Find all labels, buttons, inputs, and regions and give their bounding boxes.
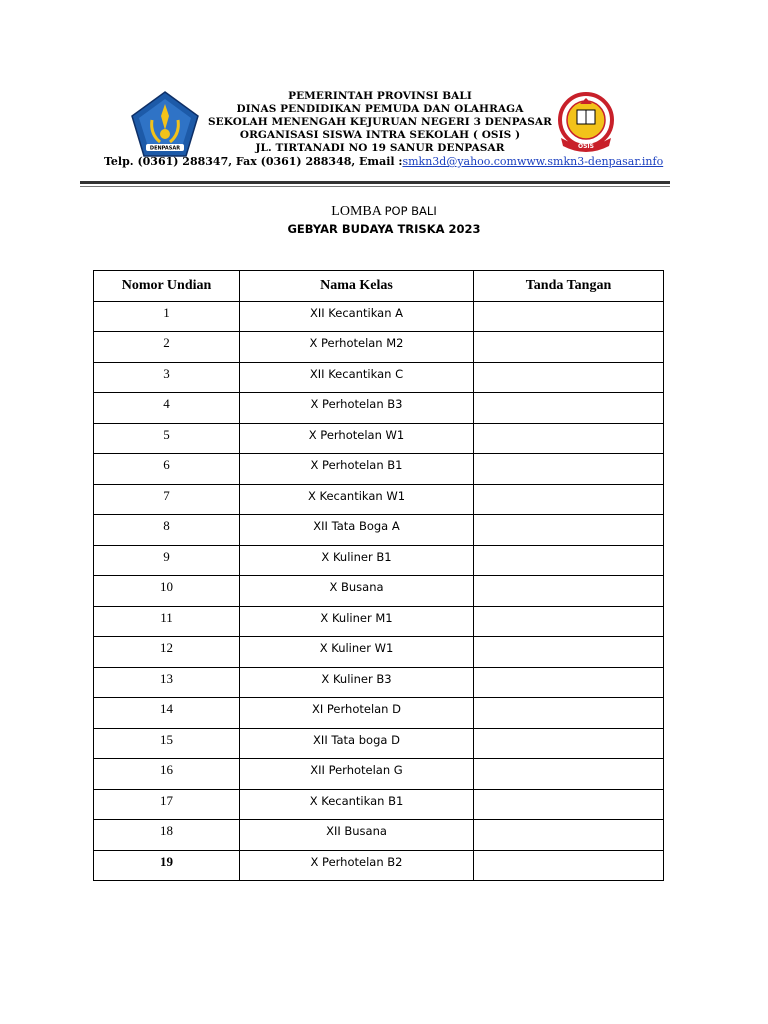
denpasar-emblem-logo — [130, 90, 200, 158]
tanda-tangan-cell[interactable] — [474, 698, 664, 729]
tanda-tangan-cell[interactable] — [474, 728, 664, 759]
tanda-tangan-cell[interactable] — [474, 545, 664, 576]
nama-kelas-cell: X Perhotelan M2 — [240, 332, 474, 363]
letterhead-line-1: PEMERINTAH PROVINSI BALI — [288, 90, 472, 102]
nama-kelas-cell: X Perhotelan B1 — [240, 454, 474, 485]
nama-kelas-cell: X Kuliner W1 — [240, 637, 474, 668]
tanda-tangan-cell[interactable] — [474, 484, 664, 515]
nomor-undian-cell: 9 — [94, 545, 240, 576]
nomor-undian-cell: 15 — [94, 728, 240, 759]
nama-kelas-cell: X Perhotelan B2 — [240, 850, 474, 881]
letterhead-line-3: SEKOLAH MENENGAH KEJURUAN NEGERI 3 DENPASAR — [208, 116, 552, 128]
nomor-undian-cell: 6 — [94, 454, 240, 485]
letterhead-text — [200, 90, 560, 155]
table-row — [94, 423, 664, 454]
nama-kelas-cell: XII Kecantikan A — [240, 301, 474, 332]
header-tanda-tangan: Tanda Tangan — [474, 271, 664, 302]
nomor-undian-cell: 18 — [94, 820, 240, 851]
table-row — [94, 698, 664, 729]
table-row — [94, 637, 664, 668]
letterhead-line-4: ORGANISASI SISWA INTRA SEKOLAH ( OSIS ) — [239, 129, 521, 141]
document-title — [0, 204, 768, 220]
table-row — [94, 332, 664, 363]
table-row — [94, 728, 664, 759]
nomor-undian-cell: 16 — [94, 759, 240, 790]
table-row — [94, 545, 664, 576]
osis-emblem-logo — [553, 92, 619, 154]
left-logo-label: DENPASAR — [149, 145, 181, 152]
header-nama-kelas: Nama Kelas — [240, 271, 474, 302]
nama-kelas-cell: X Kuliner B3 — [240, 667, 474, 698]
nama-kelas-cell: XII Kecantikan C — [240, 362, 474, 393]
letterhead-divider-thin — [80, 186, 670, 187]
letterhead-line-2: DINAS PENDIDIKAN PEMUDA DAN OLAHRAGA — [236, 103, 524, 115]
nama-kelas-cell: XII Perhotelan G — [240, 759, 474, 790]
nomor-undian-cell: 11 — [94, 606, 240, 637]
nama-kelas-cell: X Busana — [240, 576, 474, 607]
tanda-tangan-cell[interactable] — [474, 576, 664, 607]
nomor-undian-cell: 5 — [94, 423, 240, 454]
table-row — [94, 393, 664, 424]
table-row — [94, 850, 664, 881]
nama-kelas-cell: X Kecantikan B1 — [240, 789, 474, 820]
table-row — [94, 515, 664, 546]
right-logo-label: OSIS — [578, 143, 594, 150]
table-row — [94, 454, 664, 485]
letterhead-divider-thick — [80, 181, 670, 184]
contact-line — [104, 155, 664, 168]
table-row — [94, 820, 664, 851]
nama-kelas-cell: XII Tata boga D — [240, 728, 474, 759]
table-row — [94, 606, 664, 637]
nama-kelas-cell: XII Busana — [240, 820, 474, 851]
table-row — [94, 484, 664, 515]
nama-kelas-cell: X Perhotelan B3 — [240, 393, 474, 424]
nama-kelas-cell: X Kuliner M1 — [240, 606, 474, 637]
nomor-undian-cell: 4 — [94, 393, 240, 424]
tanda-tangan-cell[interactable] — [474, 301, 664, 332]
tanda-tangan-cell[interactable] — [474, 332, 664, 363]
draw-number-table — [93, 270, 664, 881]
tanda-tangan-cell[interactable] — [474, 515, 664, 546]
table-row — [94, 667, 664, 698]
tanda-tangan-cell[interactable] — [474, 454, 664, 485]
nomor-undian-cell: 19 — [94, 850, 240, 881]
nomor-undian-cell: 13 — [94, 667, 240, 698]
title-main: LOMBA — [331, 204, 382, 219]
letterhead-line-5: JL. TIRTANADI NO 19 SANUR DENPASAR — [255, 142, 505, 154]
table-row — [94, 759, 664, 790]
table-row — [94, 789, 664, 820]
document-subtitle: GEBYAR BUDAYA TRISKA 2023 — [287, 222, 481, 236]
nomor-undian-cell: 2 — [94, 332, 240, 363]
tanda-tangan-cell[interactable] — [474, 362, 664, 393]
nomor-undian-cell: 1 — [94, 301, 240, 332]
nomor-undian-cell: 10 — [94, 576, 240, 607]
nama-kelas-cell: X Kuliner B1 — [240, 545, 474, 576]
tanda-tangan-cell[interactable] — [474, 789, 664, 820]
tanda-tangan-cell[interactable] — [474, 393, 664, 424]
contact-links[interactable]: smkn3d@yahoo.comwww.smkn3-denpasar.info — [402, 155, 664, 168]
nomor-undian-cell: 12 — [94, 637, 240, 668]
table-header-row — [94, 271, 664, 302]
contact-prefix: Telp. (0361) 288347, Fax (0361) 288348, Email : — [104, 155, 403, 168]
tanda-tangan-cell[interactable] — [474, 606, 664, 637]
tanda-tangan-cell[interactable] — [474, 423, 664, 454]
nomor-undian-cell: 17 — [94, 789, 240, 820]
tanda-tangan-cell[interactable] — [474, 820, 664, 851]
table-row — [94, 362, 664, 393]
nama-kelas-cell: XII Tata Boga A — [240, 515, 474, 546]
letterhead — [0, 0, 768, 190]
nomor-undian-cell: 8 — [94, 515, 240, 546]
nomor-undian-cell: 7 — [94, 484, 240, 515]
header-nomor-undian: Nomor Undian — [94, 271, 240, 302]
nama-kelas-cell: X Kecantikan W1 — [240, 484, 474, 515]
nomor-undian-cell: 3 — [94, 362, 240, 393]
tanda-tangan-cell[interactable] — [474, 667, 664, 698]
nama-kelas-cell: XI Perhotelan D — [240, 698, 474, 729]
nomor-undian-cell: 14 — [94, 698, 240, 729]
table-row — [94, 301, 664, 332]
nama-kelas-cell: X Perhotelan W1 — [240, 423, 474, 454]
title-rest: POP BALI — [384, 204, 437, 218]
tanda-tangan-cell[interactable] — [474, 759, 664, 790]
table-row — [94, 576, 664, 607]
tanda-tangan-cell[interactable] — [474, 637, 664, 668]
table-body — [94, 301, 664, 881]
tanda-tangan-cell[interactable] — [474, 850, 664, 881]
